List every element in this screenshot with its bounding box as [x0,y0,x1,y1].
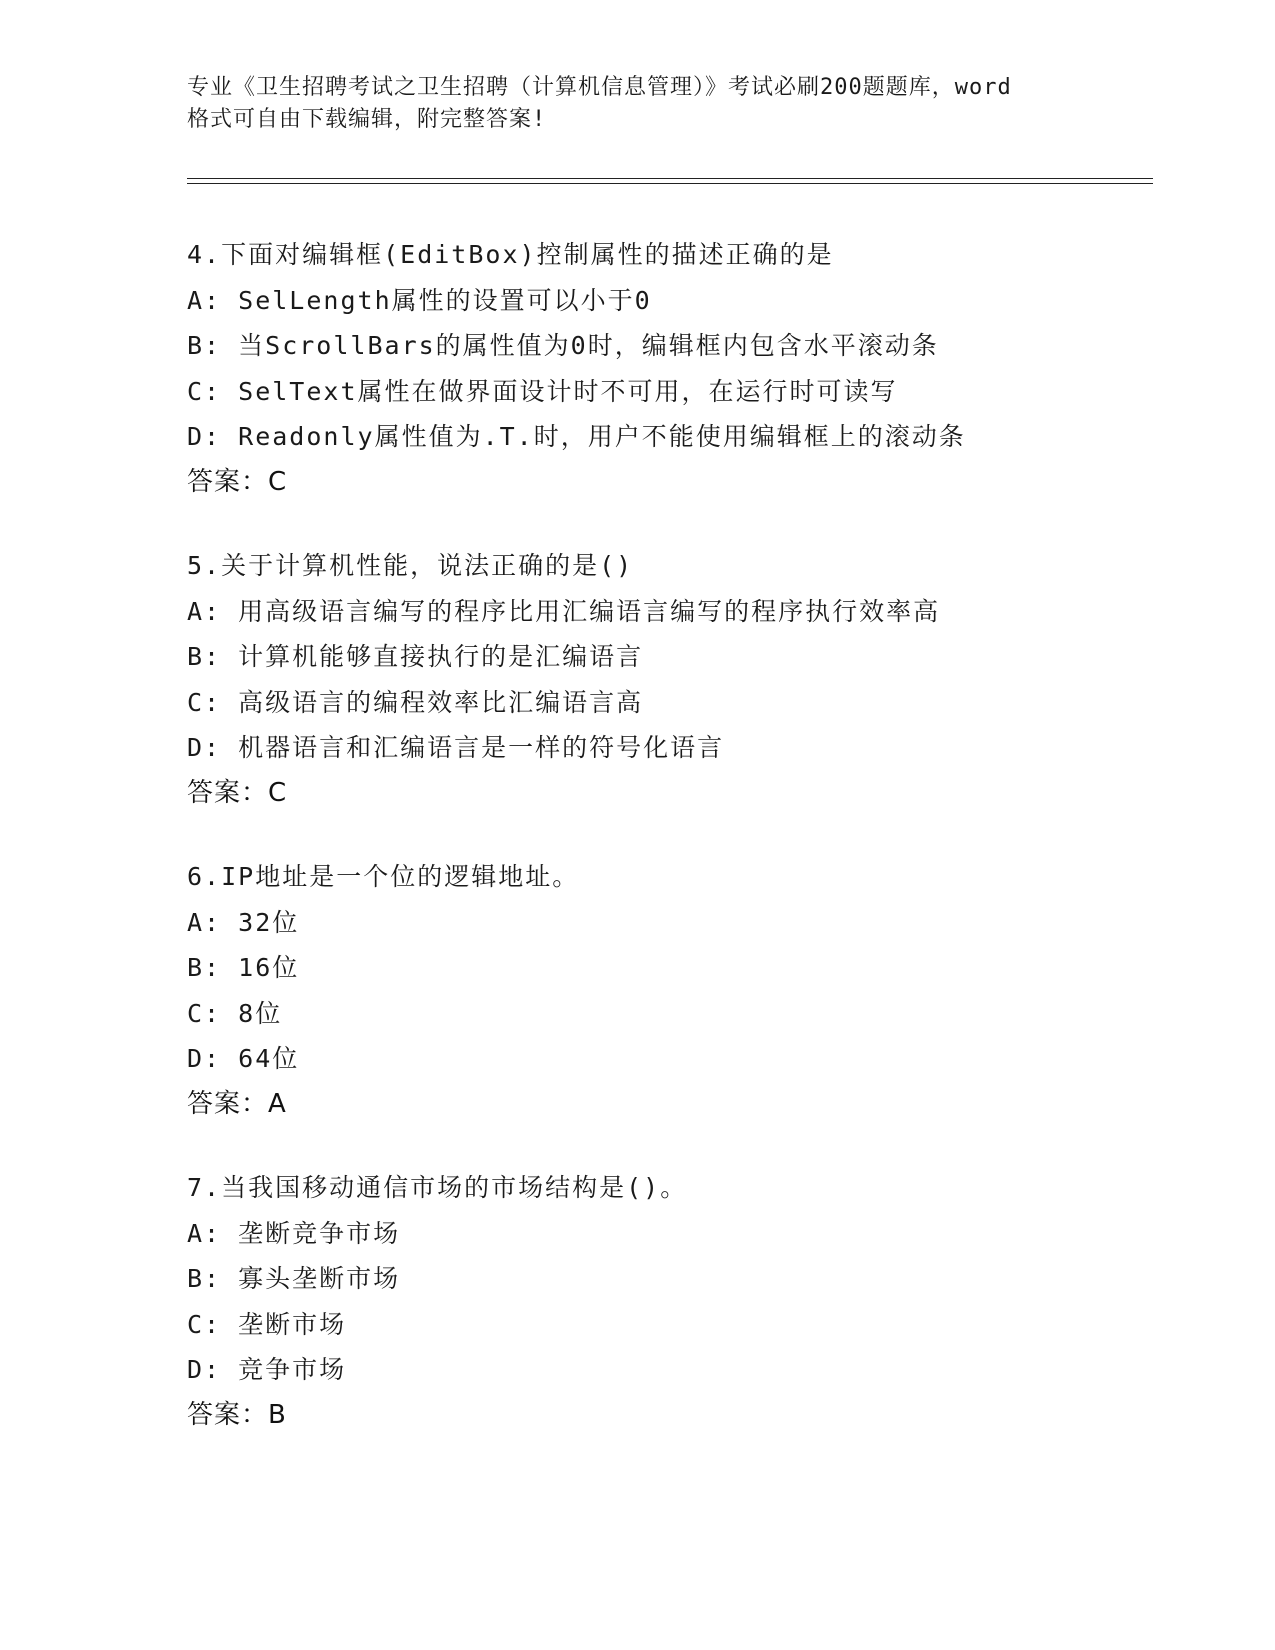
header-line-1: 专业《卫生招聘考试之卫生招聘（计算机信息管理）》考试必刷200题题库，word [187,75,1012,100]
header-line-2: 格式可自由下载编辑，附完整答案! [187,107,547,132]
answer-line: 答案：C [187,466,288,497]
answer-line: 答案：A [187,1088,287,1119]
option-d: D: 64位 [187,1044,300,1073]
header-divider-top [187,178,1153,179]
option-c: C: 高级语言的编程效率比汇编语言高 [187,687,644,717]
question-5 [187,543,1187,816]
question-title: 7.当我国移动通信市场的市场结构是()。 [187,1173,688,1202]
option-a: A: 32位 [187,907,300,937]
option-a: A: 垄断竞争市场 [187,1218,401,1248]
option-c: C: SelText属性在做界面设计时不可用，在运行时可读写 [187,376,898,406]
question-6 [187,854,1187,1127]
option-b: B: 寡头垄断市场 [187,1264,401,1293]
document-header [187,72,1087,136]
question-list [187,232,1187,1476]
option-b: B: 当ScrollBars的属性值为0时，编辑框内包含水平滚动条 [187,331,939,360]
option-d: D: 竞争市场 [187,1355,347,1384]
question-title: 5.关于计算机性能，说法正确的是() [187,551,634,580]
option-a: A: SelLength属性的设置可以小于0 [187,285,652,315]
option-b: B: 计算机能够直接执行的是汇编语言 [187,642,644,671]
answer-line: 答案：C [187,777,288,808]
header-divider-bottom [187,183,1153,184]
option-d: D: 机器语言和汇编语言是一样的符号化语言 [187,733,725,762]
option-b: B: 16位 [187,953,300,982]
answer-line: 答案：B [187,1399,287,1430]
question-title: 6.IP地址是一个位的逻辑地址。 [187,862,580,891]
question-7 [187,1165,1187,1438]
option-c: C: 垄断市场 [187,1309,347,1339]
question-4 [187,232,1187,505]
option-c: C: 8位 [187,998,283,1028]
option-a: A: 用高级语言编写的程序比用汇编语言编写的程序执行效率高 [187,596,941,626]
question-title: 4.下面对编辑框(EditBox)控制属性的描述正确的是 [187,240,834,269]
option-d: D: Readonly属性值为.T.时，用户不能使用编辑框上的滚动条 [187,422,966,451]
